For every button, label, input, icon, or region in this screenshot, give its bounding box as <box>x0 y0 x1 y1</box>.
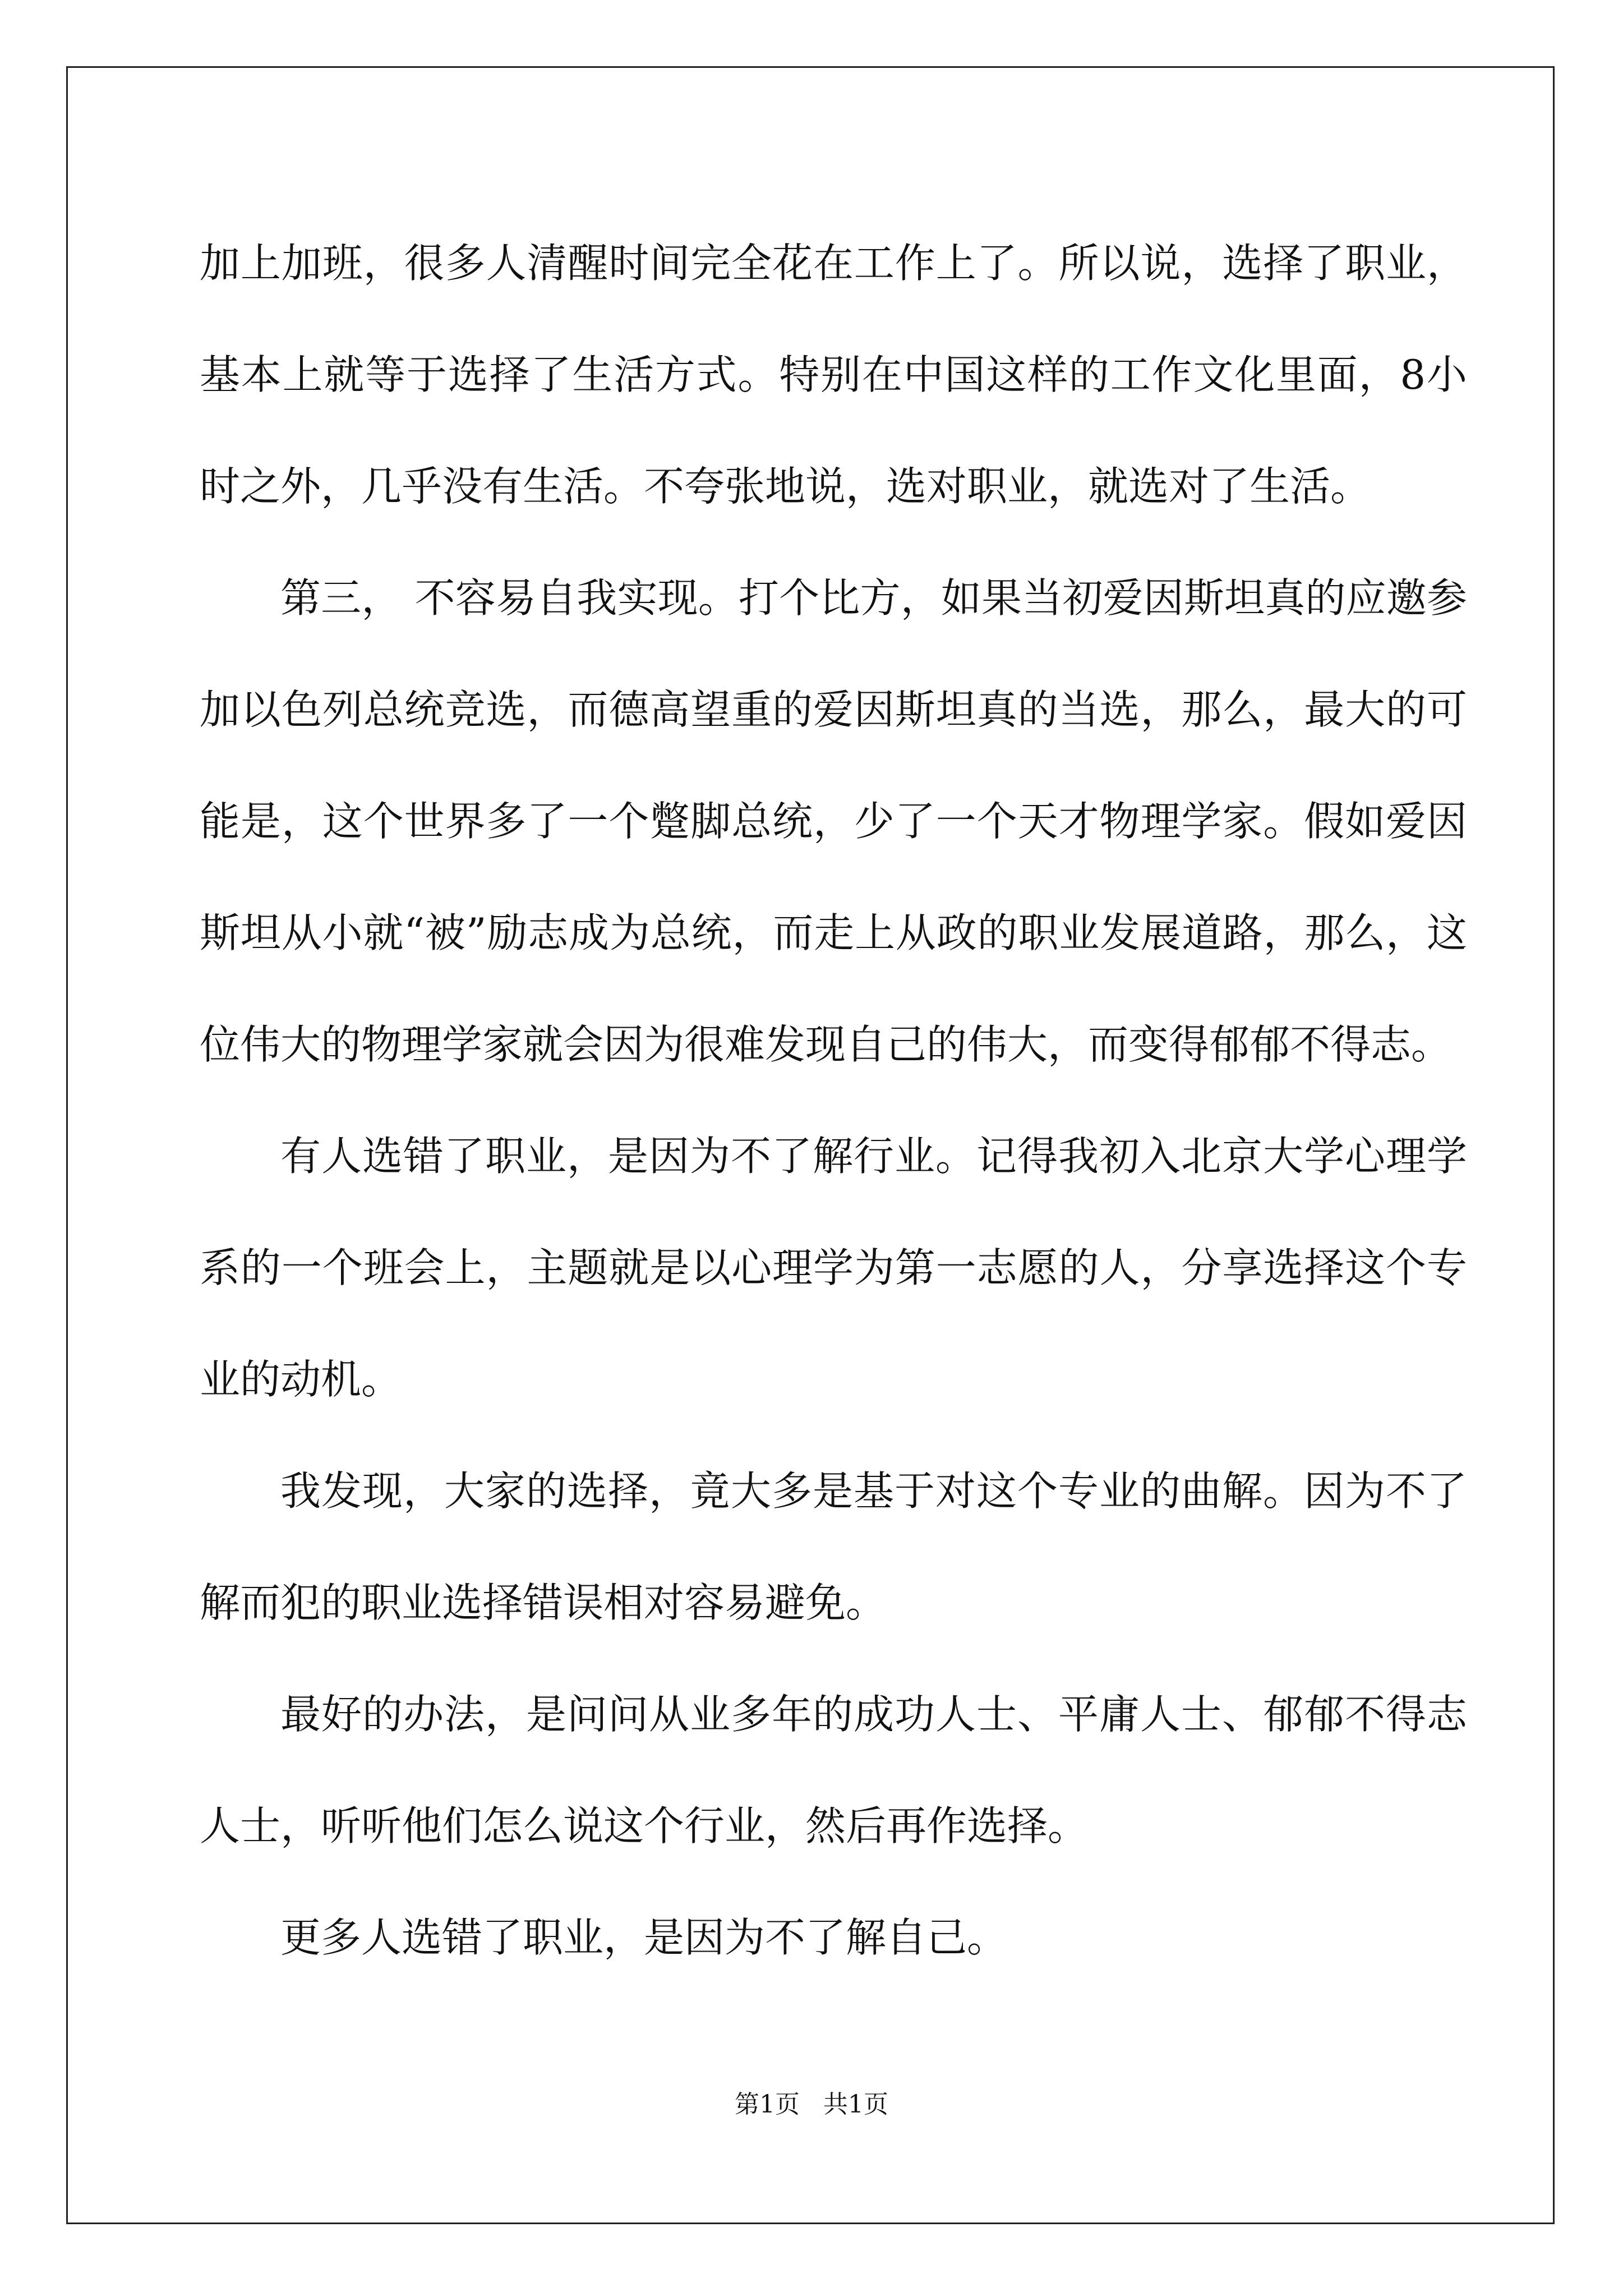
paragraph-5: 最好的办法，是问问从业多年的成功人士、平庸人士、郁郁不得志人士，听听他们怎么说这个行业，然后再作选择。 <box>200 1691 1467 1849</box>
paragraph-2: 第三， 不容易自我实现。打个比方，如果当初爱因斯坦真的应邀参加以色列总统竞选，而德高望重的爱因斯坦真的当选，那么，最大的可能是，这个世界多了一个蹩脚总统，少了一个天才物理学家。假如爱因斯坦从小就“被”励志成为总统，而走上从政的职业发展道路，那么，这位伟大的物理学家就会因为很难发现自己的伟大，而变得郁郁不得志。 <box>200 574 1467 1068</box>
page-footer: 第1页 共1页 <box>735 2090 888 2119</box>
paragraph-1: 加上加班，很多人清醒时间完全花在工作上了。所以说，选择了职业，基本上就等于选择了生活方式。特别在中国这样的工作文化里面，8小时之外，几乎没有生活。不夸张地说，选对职业，就选对了生活。 <box>200 240 1467 510</box>
paragraph-4: 我发现，大家的选择，竟大多是基于对这个专业的曲解。因为不了解而犯的职业选择错误相对容易避免。 <box>200 1467 1467 1626</box>
paragraph-3: 有人选错了职业，是因为不了解行业。记得我初入北京大学心理学系的一个班会上，主题就是以心理学为第一志愿的人，分享选择这个专业的动机。 <box>200 1133 1467 1403</box>
paragraph-6: 更多人选错了职业，是因为不了解自己。 <box>280 1914 1008 1961</box>
document-body <box>200 208 1467 1994</box>
